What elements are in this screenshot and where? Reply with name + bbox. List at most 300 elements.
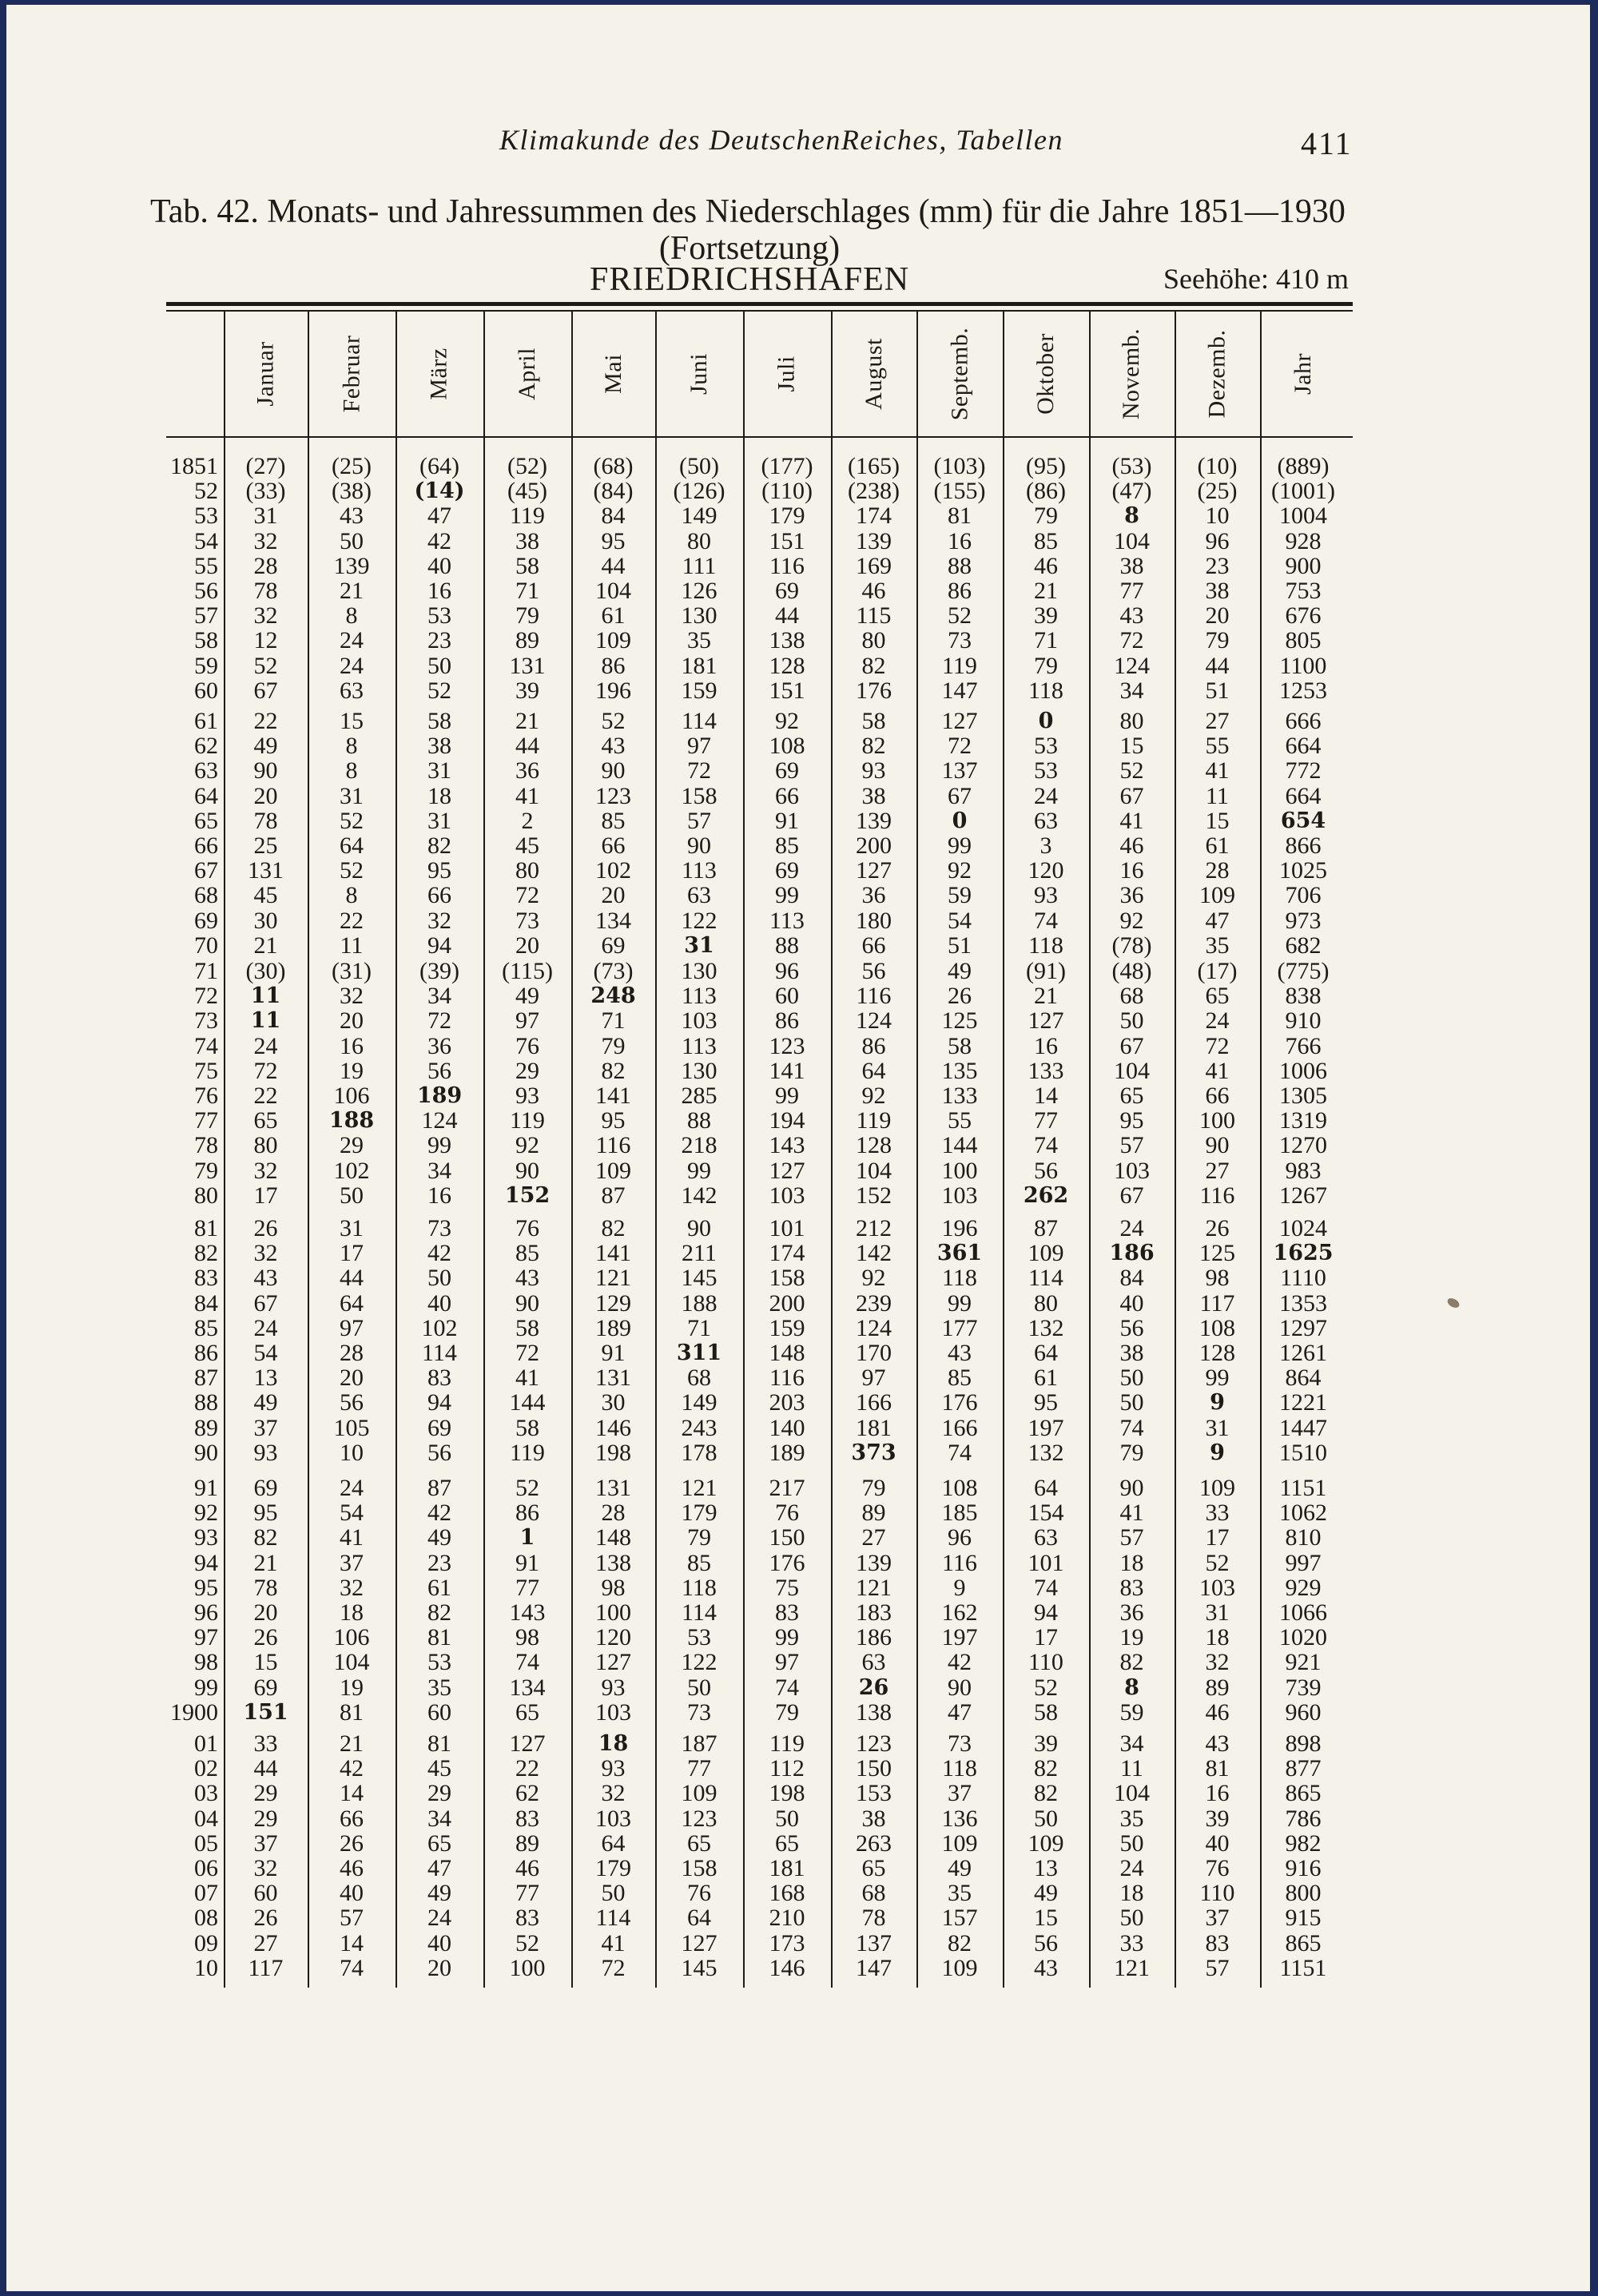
value-cell: (103) [933,453,986,479]
value-cell: 18 [427,782,451,809]
value-cell: 149 [681,502,718,530]
year-cell: 88 [194,1389,218,1416]
value-cell: 43 [1034,1954,1058,1981]
value-cell: 49 [1034,1880,1058,1907]
value-cell: 81 [1205,1755,1230,1782]
value-cell: 116 [942,1549,977,1576]
value-cell: 79 [1034,502,1058,530]
column-divider [224,312,225,1988]
value-cell: (33) [245,478,286,505]
column-header-label: Jahr [1289,353,1316,395]
value-cell: 159 [769,1314,805,1341]
value-cell: 136 [941,1805,978,1832]
value-cell: 127 [1028,1007,1064,1035]
value-cell: 17 [1205,1524,1230,1551]
year-cell: 09 [194,1929,218,1956]
value-cell: 79 [687,1524,711,1551]
year-cell: 90 [194,1439,218,1466]
year-cell: 87 [194,1364,218,1392]
value-cell: (68) [593,453,634,479]
value-cell: 95 [1119,1107,1144,1134]
value-cell: 38 [861,782,886,809]
value-cell: 109 [1028,1829,1064,1857]
column-divider [1260,312,1262,1988]
value-cell: 67 [1119,782,1144,809]
value-cell: 78 [253,807,278,834]
column-header-label: Mai [599,354,626,394]
value-cell: 27 [253,1929,278,1956]
value-cell: 54 [948,907,972,934]
value-cell: 42 [427,1240,451,1267]
value-cell: 218 [681,1132,718,1159]
value-cell: 1004 [1279,502,1327,530]
value-cell: 47 [948,1698,972,1726]
value-cell: 188 [328,1108,375,1134]
value-cell: 77 [1034,1107,1058,1134]
value-cell: 960 [1285,1698,1322,1726]
value-cell: 983 [1285,1157,1322,1184]
value-cell: 41 [340,1524,364,1551]
value-cell: 38 [1205,578,1230,604]
value-cell: 921 [1285,1649,1322,1676]
value-cell: (64) [419,453,459,479]
value-cell: 34 [427,1805,451,1832]
value-cell: 67 [1119,1032,1144,1059]
value-cell: 121 [1114,1954,1150,1981]
value-cell: 119 [942,652,977,679]
value-cell: 58 [1034,1698,1058,1726]
value-cell: 150 [769,1524,805,1551]
value-cell: 131 [248,857,284,884]
value-cell: 31 [340,782,364,809]
value-cell: 19 [340,1674,364,1701]
value-cell: 1020 [1279,1624,1327,1651]
value-cell: 33 [1119,1929,1144,1956]
value-cell: 73 [948,627,972,654]
year-cell: 89 [194,1414,218,1441]
year-cell: 85 [194,1314,218,1341]
column-divider [571,312,573,1988]
value-cell: 116 [769,552,805,579]
table-row [6,959,1590,984]
value-cell: 248 [590,983,636,1009]
value-cell: 706 [1285,882,1322,909]
year-cell: 69 [194,907,218,934]
value-cell: 20 [515,932,539,959]
value-cell: 101 [1028,1549,1064,1576]
value-cell: 197 [941,1624,978,1651]
value-cell: 82 [601,1057,626,1084]
value-cell: 67 [253,677,278,704]
value-cell: 50 [1034,1805,1058,1832]
value-cell: 95 [253,1500,278,1527]
value-cell: 158 [681,782,718,809]
value-cell: 186 [1109,1241,1155,1266]
value-cell: 79 [1205,627,1230,654]
value-cell: 805 [1285,627,1322,654]
value-cell: 31 [340,1215,364,1241]
value-cell: 41 [601,1929,626,1956]
value-cell: 104 [333,1649,370,1676]
value-cell: 99 [775,1624,799,1651]
table-row [6,1575,1590,1601]
year-cell: 65 [194,807,218,834]
value-cell: (52) [507,453,547,479]
value-cell: 43 [340,502,364,530]
table-row [6,1476,1590,1501]
value-cell: 8 [345,602,358,630]
value-cell: 141 [595,1240,631,1267]
value-cell: 58 [861,708,886,734]
value-cell: 75 [775,1574,799,1601]
value-cell: 56 [1034,1929,1058,1956]
value-cell: 72 [1119,627,1144,654]
value-cell: 142 [856,1240,892,1267]
value-cell: 72 [427,1007,451,1035]
value-cell: 50 [687,1674,711,1701]
value-cell: (78) [1111,932,1152,959]
value-cell: 46 [340,1855,364,1881]
value-cell: 66 [1205,1082,1230,1109]
value-cell: 8 [345,882,358,909]
table-row [6,1525,1590,1551]
value-cell: 52 [427,677,451,704]
value-cell: 1221 [1279,1389,1327,1416]
value-cell: (27) [245,453,286,479]
value-cell: 50 [427,1265,451,1292]
value-cell: 61 [1205,832,1230,859]
value-cell: 154 [1028,1500,1064,1527]
value-cell: 142 [681,1182,718,1209]
value-cell: 24 [340,652,364,679]
value-cell: 16 [1034,1032,1058,1059]
value-cell: 58 [427,708,451,734]
value-cell: 17 [253,1182,278,1209]
value-cell: 90 [687,832,711,859]
value-cell: 64 [601,1829,626,1857]
value-cell: 130 [681,1057,718,1084]
value-cell: 45 [427,1755,451,1782]
value-cell: 82 [861,733,886,760]
value-cell: 24 [1119,1215,1144,1241]
value-cell: 800 [1285,1880,1322,1907]
value-cell: 132 [1028,1439,1064,1466]
value-cell: (38) [332,478,372,505]
value-cell: 74 [1119,1414,1144,1441]
value-cell: 28 [340,1340,364,1366]
value-cell: 32 [340,983,364,1010]
value-cell: 37 [948,1780,972,1807]
value-cell: 20 [340,1007,364,1035]
value-cell: 27 [861,1524,886,1551]
year-cell: 66 [194,832,218,859]
value-cell: 71 [687,1314,711,1341]
value-cell: 83 [515,1805,539,1832]
value-cell: 44 [253,1755,278,1782]
table-row [6,1216,1590,1241]
value-cell: 100 [509,1954,546,1981]
value-cell: 108 [1199,1314,1235,1341]
value-cell: 86 [948,578,972,604]
year-cell: 63 [194,757,218,785]
value-cell: 83 [515,1905,539,1932]
column-header-label: Juli [773,356,800,392]
value-cell: (47) [1111,478,1152,505]
value-cell: 109 [1028,1240,1064,1267]
column-header-label: Juni [685,352,712,395]
value-cell: 35 [948,1880,972,1907]
value-cell: 59 [948,882,972,909]
value-cell: 35 [427,1674,451,1701]
value-cell: 174 [769,1240,805,1267]
value-cell: 146 [595,1414,631,1441]
value-cell: 1319 [1279,1107,1327,1134]
year-cell: 83 [194,1265,218,1292]
value-cell: 72 [1205,1032,1230,1059]
value-cell: 92 [861,1082,886,1109]
value-cell: 33 [1205,1500,1230,1527]
column-header-label: April [513,348,540,400]
value-cell: 116 [856,983,892,1010]
value-cell: 82 [253,1524,278,1551]
value-cell: 103 [769,1182,805,1209]
table-row [6,1416,1590,1441]
value-cell: 46 [1205,1698,1230,1726]
value-cell: 170 [856,1340,892,1366]
value-cell: 99 [775,882,799,909]
value-cell: 122 [681,907,718,934]
value-cell: 25 [253,832,278,859]
value-cell: 198 [595,1439,631,1466]
year-cell: 92 [194,1500,218,1527]
value-cell: 99 [948,832,972,859]
value-cell: 26 [253,1215,278,1241]
value-cell: 20 [1205,602,1230,630]
value-cell: 14 [1034,1082,1058,1109]
value-cell: 900 [1285,552,1322,579]
column-divider [743,312,745,1988]
value-cell: 58 [515,552,539,579]
value-cell: 95 [1034,1389,1058,1416]
value-cell: 82 [427,1599,451,1626]
value-cell: 68 [687,1364,711,1392]
value-cell: 96 [1205,527,1230,554]
value-cell: 83 [427,1364,451,1392]
value-cell: 104 [595,578,631,604]
value-cell: 43 [253,1265,278,1292]
value-cell: 262 [1023,1182,1069,1208]
value-cell: 15 [1119,733,1144,760]
value-cell: 12 [253,627,278,654]
value-cell: 134 [509,1674,546,1701]
value-cell: 109 [1199,1475,1235,1501]
value-cell: 58 [948,1032,972,1059]
value-cell: 113 [769,907,805,934]
value-cell: 1024 [1279,1215,1327,1241]
value-cell: 59 [1119,1698,1144,1726]
value-cell: 113 [682,1032,717,1059]
value-cell: 138 [856,1698,892,1726]
value-cell: 39 [1034,602,1058,630]
value-cell: 114 [682,1599,717,1626]
value-cell: 239 [856,1289,892,1317]
value-cell: 80 [515,857,539,884]
value-cell: 145 [681,1954,718,1981]
value-cell: 60 [427,1698,451,1726]
value-cell: 95 [601,527,626,554]
value-cell: 118 [1028,932,1063,959]
value-cell: 20 [340,1364,364,1392]
value-cell: 69 [775,757,799,785]
value-cell: 97 [861,1364,886,1392]
value-cell: 31 [253,502,278,530]
value-cell: 15 [1205,807,1230,834]
value-cell: 108 [941,1475,978,1501]
value-cell: 131 [509,652,546,679]
value-cell: 91 [601,1340,626,1366]
value-cell: 100 [1199,1107,1235,1134]
value-cell: 53 [687,1624,711,1651]
station-name: FRIEDRICHSHAFEN [590,261,910,298]
value-cell: 45 [253,882,278,909]
value-cell: 60 [253,1880,278,1907]
value-cell: 22 [253,1082,278,1109]
value-cell: 37 [340,1549,364,1576]
value-cell: 38 [427,733,451,760]
value-cell: 18 [1119,1880,1144,1907]
column-header-label: Januar [252,341,279,407]
value-cell: 928 [1285,527,1322,554]
value-cell: 100 [941,1157,978,1184]
value-cell: 929 [1285,1574,1322,1601]
value-cell: 130 [681,958,718,984]
value-cell: 82 [1034,1780,1058,1807]
value-cell: 57 [1205,1954,1230,1981]
value-cell: 40 [1205,1829,1230,1857]
value-cell: 866 [1285,832,1322,859]
value-cell: 97 [340,1314,364,1341]
value-cell: 9 [1210,1440,1225,1465]
table-row [6,1781,1590,1806]
value-cell: 43 [601,733,626,760]
value-cell: 57 [687,807,711,834]
value-cell: 127 [595,1649,631,1676]
value-cell: 18 [598,1731,629,1756]
value-cell: 41 [515,1364,539,1392]
value-cell: 74 [775,1674,799,1701]
table-row [6,554,1590,579]
table-row [6,1440,1590,1466]
value-cell: 119 [510,1107,545,1134]
value-cell: 72 [687,757,711,785]
value-cell: 51 [1205,677,1230,704]
value-cell: 117 [1199,1289,1235,1317]
year-cell: 61 [194,708,218,734]
value-cell: 34 [427,983,451,1010]
value-cell: (31) [332,958,372,984]
value-cell: 80 [687,527,711,554]
column-divider [1175,312,1176,1988]
column-header [831,312,916,436]
table-top-rule [166,302,1353,306]
value-cell: 49 [427,1880,451,1907]
table-row [6,933,1590,959]
value-cell: 26 [340,1829,364,1857]
value-cell: 79 [861,1475,886,1501]
value-cell: 109 [681,1780,718,1807]
value-cell: 50 [1119,1829,1144,1857]
value-cell: (91) [1026,958,1066,984]
value-cell: 55 [948,1107,972,1134]
value-cell: 124 [421,1107,458,1134]
value-cell: 130 [681,602,718,630]
value-cell: 93 [601,1755,626,1782]
value-cell: 24 [1205,1007,1230,1035]
value-cell: 179 [681,1500,718,1527]
value-cell: 64 [861,1057,886,1084]
year-cell: 95 [194,1574,218,1601]
table-row [6,1500,1590,1526]
value-cell: 26 [253,1624,278,1651]
value-cell: 127 [681,1929,718,1956]
value-cell: 50 [601,1880,626,1907]
value-cell: 97 [515,1007,539,1035]
value-cell: 76 [775,1500,799,1527]
year-cell: 67 [194,857,218,884]
year-cell: 05 [194,1829,218,1857]
value-cell: 114 [1028,1265,1063,1292]
value-cell: 63 [1034,1524,1058,1551]
value-cell: 41 [515,782,539,809]
value-cell: 109 [941,1954,978,1981]
value-cell: (53) [1111,453,1152,479]
value-cell: 91 [515,1549,539,1576]
column-divider [916,312,918,1988]
value-cell: 179 [769,502,805,530]
column-divider [308,312,309,1988]
column-divider [1089,312,1091,1988]
value-cell: 373 [851,1440,896,1465]
value-cell: (30) [245,958,286,984]
value-cell: 682 [1285,932,1322,959]
year-cell: 96 [194,1599,218,1626]
value-cell: 96 [948,1524,972,1551]
value-cell: 16 [948,527,972,554]
year-cell: 81 [194,1215,218,1241]
value-cell: 114 [422,1340,457,1366]
table-row [6,1675,1590,1701]
value-cell: 143 [769,1132,805,1159]
table-row [6,1291,1590,1317]
column-header-label: August [860,338,887,410]
table-row [6,1390,1590,1416]
value-cell: 24 [253,1314,278,1341]
value-cell: 151 [769,677,805,704]
value-cell: 43 [515,1265,539,1292]
value-cell: 72 [601,1954,626,1981]
value-cell: 24 [427,1905,451,1932]
value-cell: 786 [1285,1805,1322,1832]
value-cell: 865 [1285,1929,1322,1956]
year-cell: 08 [194,1905,218,1932]
value-cell: 103 [681,1007,718,1035]
value-cell: 49 [253,733,278,760]
table-row [6,983,1590,1009]
caption-continuation: (Fortsetzung) [658,230,841,267]
value-cell: 200 [769,1289,805,1317]
value-cell: 73 [948,1730,972,1757]
year-cell: 54 [194,527,218,554]
